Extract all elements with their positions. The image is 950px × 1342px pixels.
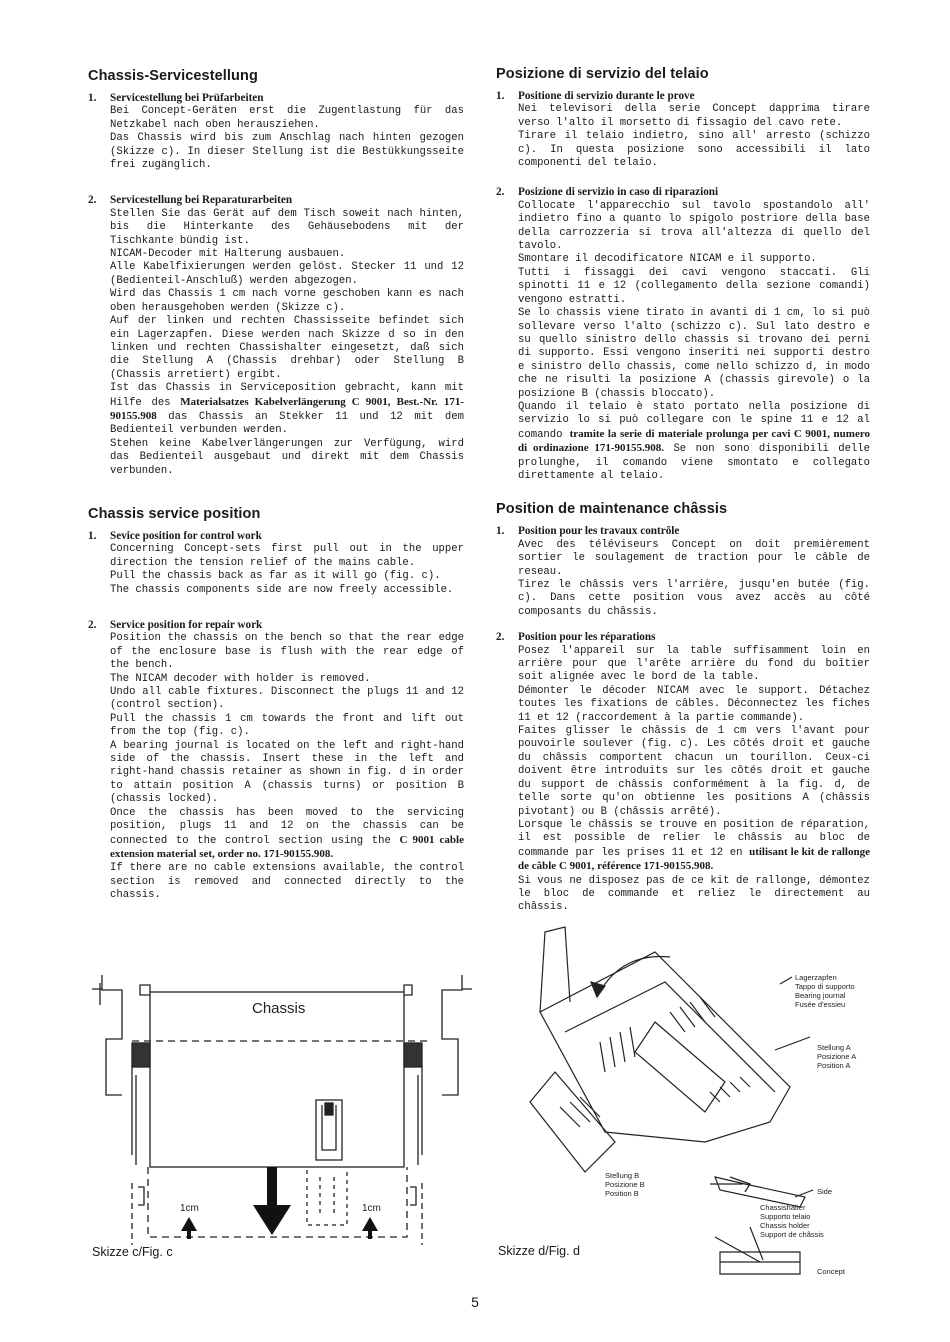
item-body: Bei Concept-Geräten erst die Zugentlastung für das Netzkabel nach oben herausziehen. Das Chassis wird bis zum Anschlag nach hinten gezogen (Skizze c). In dieser Stellung ist die Bestükkungsseite frei zugänglich. <box>110 105 464 172</box>
fig-d-label-holder-1: Supporto telaio <box>760 1212 811 1221</box>
list-item <box>88 619 464 903</box>
list-item <box>88 92 464 172</box>
fig-d-label-pos-b-2: Position B <box>605 1189 639 1198</box>
section-heading-fr: Position de maintenance châssis <box>496 501 728 518</box>
item-number: 2. <box>88 194 97 207</box>
item-number: 1. <box>496 525 505 538</box>
fig-d-label-holder-3: Support de châssis <box>760 1230 824 1239</box>
fig-d-label-side: Side <box>817 1187 833 1196</box>
section-heading-en: Chassis service position <box>88 505 261 522</box>
item-body: Stellen Sie das Gerät auf dem Tisch soweit nach hinten, bis die Hinterkante des Gehäusebodens mit der Tischkante bündig ist. NICAM-Decoder mit Halterung ausbauen. Alle Kabelfixierungen werden gelöst. Stecker 11 und 12 (Bedienteil-Anschluß) werden abgezogen. Wird das Chassis 1 cm nach vorne geschoben kann es nach oben herausgehoben werden (Skizze c). Auf der linken und rechten Chassisseite befindet sich ein Lagerzapfen. Diese werden nach Skizze d so in den linken und rechten Chassishalter eingesetzt, daß sich die Stellung A (Chassis drehbar) oder Stellung B (Chassis arretiert) ergibt. Ist das Chassis in Serviceposition gebracht, kann mit Hilfe des Materialsatzes Kabelverlängerung C 9001, Best.-Nr. 171-90155.908 das Chassis an Stekker 11 und 12 mit dem Bedienteil verbunden werden. Stehen keine Kabelverlängerungen zur Verfügung, wird das Bedienteil ausgebaut und direkt mit dem Chassis verbunden. <box>110 207 464 477</box>
item-number: 1. <box>88 529 97 542</box>
fig-d-label-bearing-0: Lagerzapfen <box>795 973 837 982</box>
item-title: Service position for repair work <box>110 619 263 631</box>
item-title: Posizione di servizio in caso di riparazioni <box>518 186 719 199</box>
list-item <box>496 90 870 170</box>
item-title: Servicestellung bei Prüfarbeiten <box>110 92 264 104</box>
section-german <box>88 68 464 478</box>
figure-d-caption: Skizze d/Fig. d <box>498 1244 580 1258</box>
item-body: Collocate l'apparecchio sul tavolo spostandolo all' indietro fino a quanto lo spigolo postriore della base della carrozzeria si trova all'altezza di quello del tavolo. Smontare il decodificatore NICAM e il supporto. Tutti i fissaggi dei cavi vengono staccati. Gli spinotti 11 e 12 (collegamento della sezione comandi) vengono estratti. Se lo chassis viene tirato in avanti di 1 cm, lo si può sollevare verso l'alto (schizzo c). Sul lato destro e su quello sinistro dello chassis si trovano dei perni di supporto. Essi vengono inseriti nei supporti destro e sinistro dello chassis, come nello schizzo d, in modo che ne risulti la posizione A (chassis girevole) o la posizione B (chassis bloccato). Quando il telaio è stato portato nella posizione di servizio lo si può collegare con le spine 11 e 12 al comando tramite la serie di materiale prolunga per cavi C 9001, numero di ordinazione 171-90155.908. Se non sono disponibili delle prolunghe, il comando viene smontato e collegato direttamente al telaio. <box>518 199 871 482</box>
item-body: Nei televisori della serie Concept dapprima tirare verso l'alto il morsetto di fissagio del cavo rete. Tirare il telaio indietro, sino all' arresto (schizzo c). In questa posizione sono accessibili il lato componenti del telaio. <box>518 103 870 170</box>
item-number: 2. <box>88 619 97 631</box>
list-item <box>88 194 464 478</box>
figure-c-diagram <box>92 955 472 1245</box>
fig-d-label-bearing-2: Bearing journal <box>795 991 846 1000</box>
section-heading-it: Posizione di servizio del telaio <box>496 66 709 82</box>
item-number: 1. <box>88 92 97 104</box>
item-number: 2. <box>496 186 505 199</box>
order-reference: C 9001 cable extension material set, order no. 171-90155.908. <box>110 833 464 860</box>
figure-c-caption: Skizze c/Fig. c <box>92 1245 173 1259</box>
item-body: Avec des téléviseurs Concept on doit premièrement sortier le soulagement de traction pour le câble de reseau. Tirez le châssis vers l'arrière, jusqu'en butée (fig. c). Dans cette position vous avez accès au côté composants du châssis. <box>518 538 870 618</box>
item-number: 2. <box>496 631 505 644</box>
item-title: Position pour les réparations <box>518 631 656 644</box>
fig-d-label-holder-0: Chassishalter <box>760 1203 806 1212</box>
list-item <box>496 525 870 619</box>
fig-d-label-holder-2: Chassis holder <box>760 1221 810 1230</box>
list-item <box>88 530 464 597</box>
section-french <box>496 501 870 914</box>
order-reference: Materialsatzes Kabelverlängerung C 9001, Best.-Nr. 171-90155.908 <box>110 395 464 422</box>
fig-d-label-pos-b-1: Posizione B <box>605 1180 645 1189</box>
fig-d-label-pos-a-0: Stellung A <box>817 1043 851 1052</box>
item-number: 1. <box>496 90 505 102</box>
dim-label-right: 1cm <box>362 1203 381 1214</box>
figure-d-diagram <box>505 922 885 1287</box>
page-number: 5 <box>471 1294 479 1310</box>
item-body: Posez l'appareil sur la table suffisamment loin en arrière pour que l'arête arrière du fond du boîtier soit alignée avec le bord de la table. Démonter le décoder NICAM avec le support. Détachez toutes les fixations de câbles. Déconnectez les fiches 11 et 12 (raccordement à la partie commande). Faites glisser le châssis de 1 cm vers l'avant pour pouvoirle soulever (fig. c). Les côtés droit et gauche du châssis comportent chacun un tourillon. Ceux-ci doivent être introduits sur les côtés droit et gauche du support de châssis conformément à la fig. d, de telle sorte qu'on obtienne les positions A (châssis pivotant) ou B (châssis arrêté). Lorsque le châssis se trouve en position de réparation, il est possible de relier le châssis au bloc de commande par les prises 11 et 12 en utilisant le kit de rallonge de câble C 9001, référence 171-90155.908. Si vous ne disposez pas de ce kit de rallonge, démontez le bloc de commande et reliez le directement au châssis. <box>518 644 870 914</box>
order-reference: utilisant le kit de rallonge de câble C 9001, référence 171-90155.908. <box>518 845 870 873</box>
item-title: Positione di servizio durante le prove <box>518 90 695 102</box>
fig-d-label-bearing-1: Tappo di supporto <box>795 982 855 991</box>
fig-d-label-pos-a-1: Posizione A <box>817 1052 857 1061</box>
chassis-label: Chassis <box>252 1000 306 1017</box>
dim-label-left: 1cm <box>180 1203 199 1214</box>
fig-d-label-pos-a-2: Position A <box>817 1061 851 1070</box>
right-column <box>496 66 870 927</box>
item-title: Position pour les travaux contrôle <box>518 525 680 538</box>
section-english <box>88 506 464 903</box>
left-column <box>88 68 464 915</box>
list-item <box>496 186 870 483</box>
item-body: Concerning Concept-sets first pull out in the upper direction the tension relief of the mains cable. Pull the chassis back as far as it will go (fig. c). The chassis components side are now freely accessible. <box>110 543 464 596</box>
fig-d-label-concept: Concept <box>817 1267 845 1276</box>
section-italian <box>496 66 870 483</box>
list-item <box>496 631 870 915</box>
item-title: Servicestellung bei Reparaturarbeiten <box>110 194 293 207</box>
fig-d-label-bearing-3: Fusée d'essieu <box>795 1000 846 1009</box>
item-body: Position the chassis on the bench so that the rear edge of the enclosure base is flush with the rear edge of the bench. The NICAM decoder with holder is removed. Undo all cable fixtures. Disconnect the plugs 11 and 12 (control section). Pull the chassis 1 cm towards the front and lift out from the top (fig. c). A bearing journal is located on the left and right-hand side of the chassis. Insert these in the left and right-hand chassis retainer as shown in fig. d in order to attain position A (chassis turns) or position B (chassis locked). Once the chassis has been moved to the servicing position, plugs 11 and 12 on the chassis can be connected to the control section using the C 9001 cable extension material set, order no. 171-90155.908. If there are no cable extensions available, the control section is removed and connected directly to the chassis. <box>110 632 464 902</box>
item-title: Sevice position for control work <box>110 529 262 542</box>
section-heading-de: Chassis-Servicestellung <box>88 68 258 84</box>
order-reference: tramite la serie di materiale prolunga per cavi C 9001, numero di ordinazione 171-90155.908. <box>518 427 871 455</box>
fig-d-label-pos-b-0: Stellung B <box>605 1171 640 1180</box>
